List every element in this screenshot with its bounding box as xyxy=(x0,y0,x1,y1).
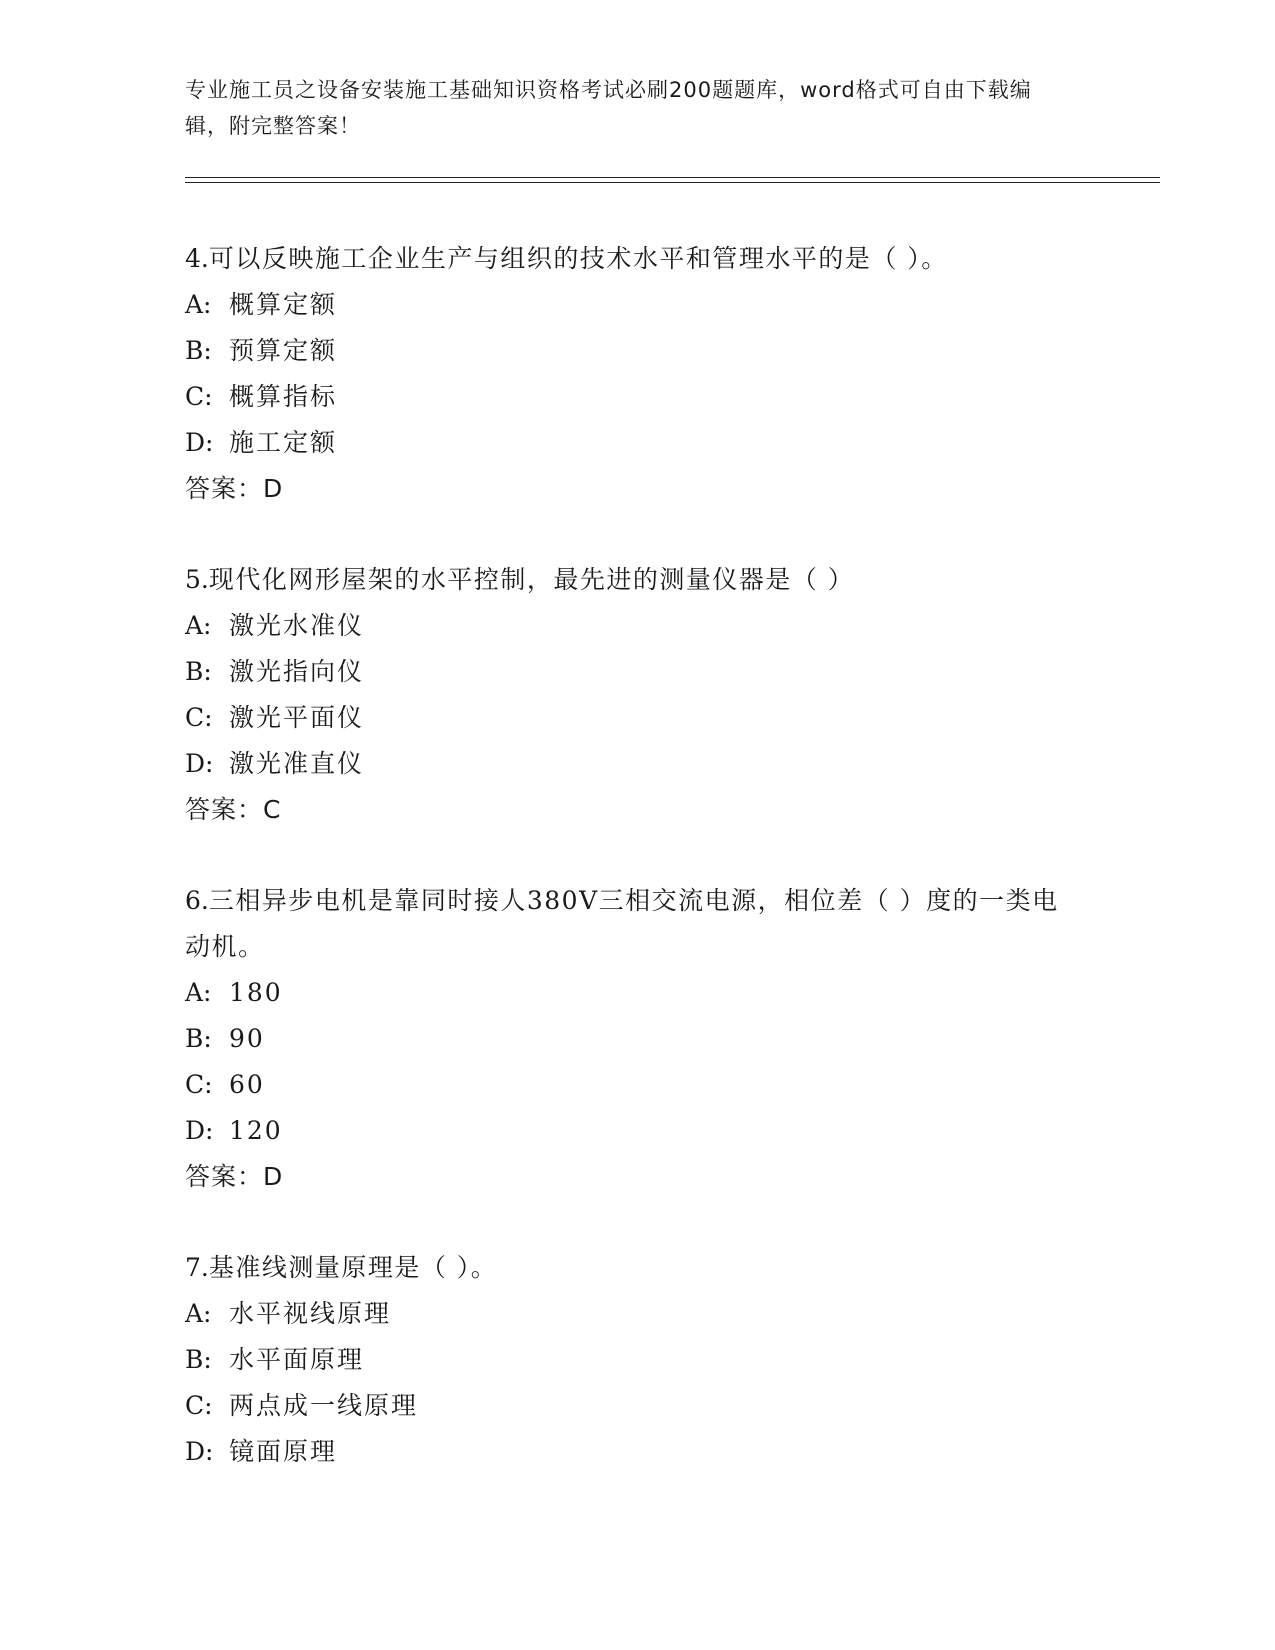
option-d xyxy=(185,1108,1085,1154)
option-letter: D: xyxy=(185,749,214,778)
option-text: 镜面原理 xyxy=(229,1437,338,1466)
option-a xyxy=(185,970,1085,1016)
option-text: 激光指向仪 xyxy=(229,657,365,686)
question-6 xyxy=(185,878,1085,1200)
question-4 xyxy=(185,236,1085,512)
option-text: 激光水准仪 xyxy=(229,611,365,640)
option-text: 水平面原理 xyxy=(229,1345,365,1374)
option-letter: D: xyxy=(185,1437,214,1466)
option-letter: B: xyxy=(185,657,212,686)
option-d xyxy=(185,1429,1085,1475)
question-text: 三相异步电机是靠同时接人380V三相交流电源，相位差（ ）度的一类电动机。 xyxy=(185,886,1059,961)
question-number: 7. xyxy=(185,1253,209,1282)
option-d xyxy=(185,741,1085,787)
option-c xyxy=(185,1383,1085,1429)
answer: 答案：D xyxy=(185,474,284,503)
option-text: 概算指标 xyxy=(229,382,338,411)
question-stem xyxy=(185,878,1085,970)
question-7 xyxy=(185,1245,1085,1475)
option-text: 施工定额 xyxy=(229,428,338,457)
option-text: 水平视线原理 xyxy=(229,1299,392,1328)
question-stem xyxy=(185,1245,1085,1291)
option-letter: D: xyxy=(185,428,214,457)
answer: 答案：D xyxy=(185,1162,284,1191)
header-divider-top xyxy=(185,177,1160,178)
question-stem xyxy=(185,557,1085,603)
option-letter: C: xyxy=(185,1070,213,1099)
option-letter: A: xyxy=(185,978,212,1007)
option-letter: C: xyxy=(185,703,213,732)
option-c xyxy=(185,695,1085,741)
question-text: 可以反映施工企业生产与组织的技术水平和管理水平的是（ ）。 xyxy=(208,244,948,273)
option-d xyxy=(185,420,1085,466)
option-letter: B: xyxy=(185,336,212,365)
option-letter: B: xyxy=(185,1024,212,1053)
question-text: 现代化网形屋架的水平控制，最先进的测量仪器是（ ） xyxy=(208,565,855,594)
option-text: 激光平面仪 xyxy=(229,703,365,732)
option-text: 120 xyxy=(229,1116,283,1145)
option-letter: A: xyxy=(185,290,212,319)
question-number: 6. xyxy=(185,886,209,915)
option-text: 180 xyxy=(229,978,283,1007)
option-text: 两点成一线原理 xyxy=(229,1391,419,1420)
option-a xyxy=(185,603,1085,649)
option-c xyxy=(185,374,1085,420)
option-letter: D: xyxy=(185,1116,214,1145)
option-text: 激光准直仪 xyxy=(229,749,365,778)
question-text: 基准线测量原理是（ ）。 xyxy=(208,1253,498,1282)
option-text: 预算定额 xyxy=(229,336,338,365)
option-a xyxy=(185,1291,1085,1337)
option-b xyxy=(185,328,1085,374)
option-b xyxy=(185,649,1085,695)
option-a xyxy=(185,282,1085,328)
question-number: 4. xyxy=(185,244,209,273)
option-letter: A: xyxy=(185,611,212,640)
option-text: 概算定额 xyxy=(229,290,338,319)
answer: 答案：C xyxy=(185,795,282,824)
option-text: 90 xyxy=(229,1024,265,1053)
question-5 xyxy=(185,557,1085,833)
header-divider-bottom xyxy=(185,182,1160,183)
option-letter: C: xyxy=(185,1391,213,1420)
document-header: 专业施工员之设备安装施工基础知识资格考试必刷200题题库，word格式可自由下载编辑，附完整答案！ xyxy=(185,78,1032,138)
option-letter: A: xyxy=(185,1299,212,1328)
option-letter: C: xyxy=(185,382,213,411)
option-letter: B: xyxy=(185,1345,212,1374)
option-c xyxy=(185,1062,1085,1108)
option-text: 60 xyxy=(229,1070,265,1099)
question-number: 5. xyxy=(185,565,209,594)
option-b xyxy=(185,1016,1085,1062)
option-b xyxy=(185,1337,1085,1383)
question-stem xyxy=(185,236,1085,282)
